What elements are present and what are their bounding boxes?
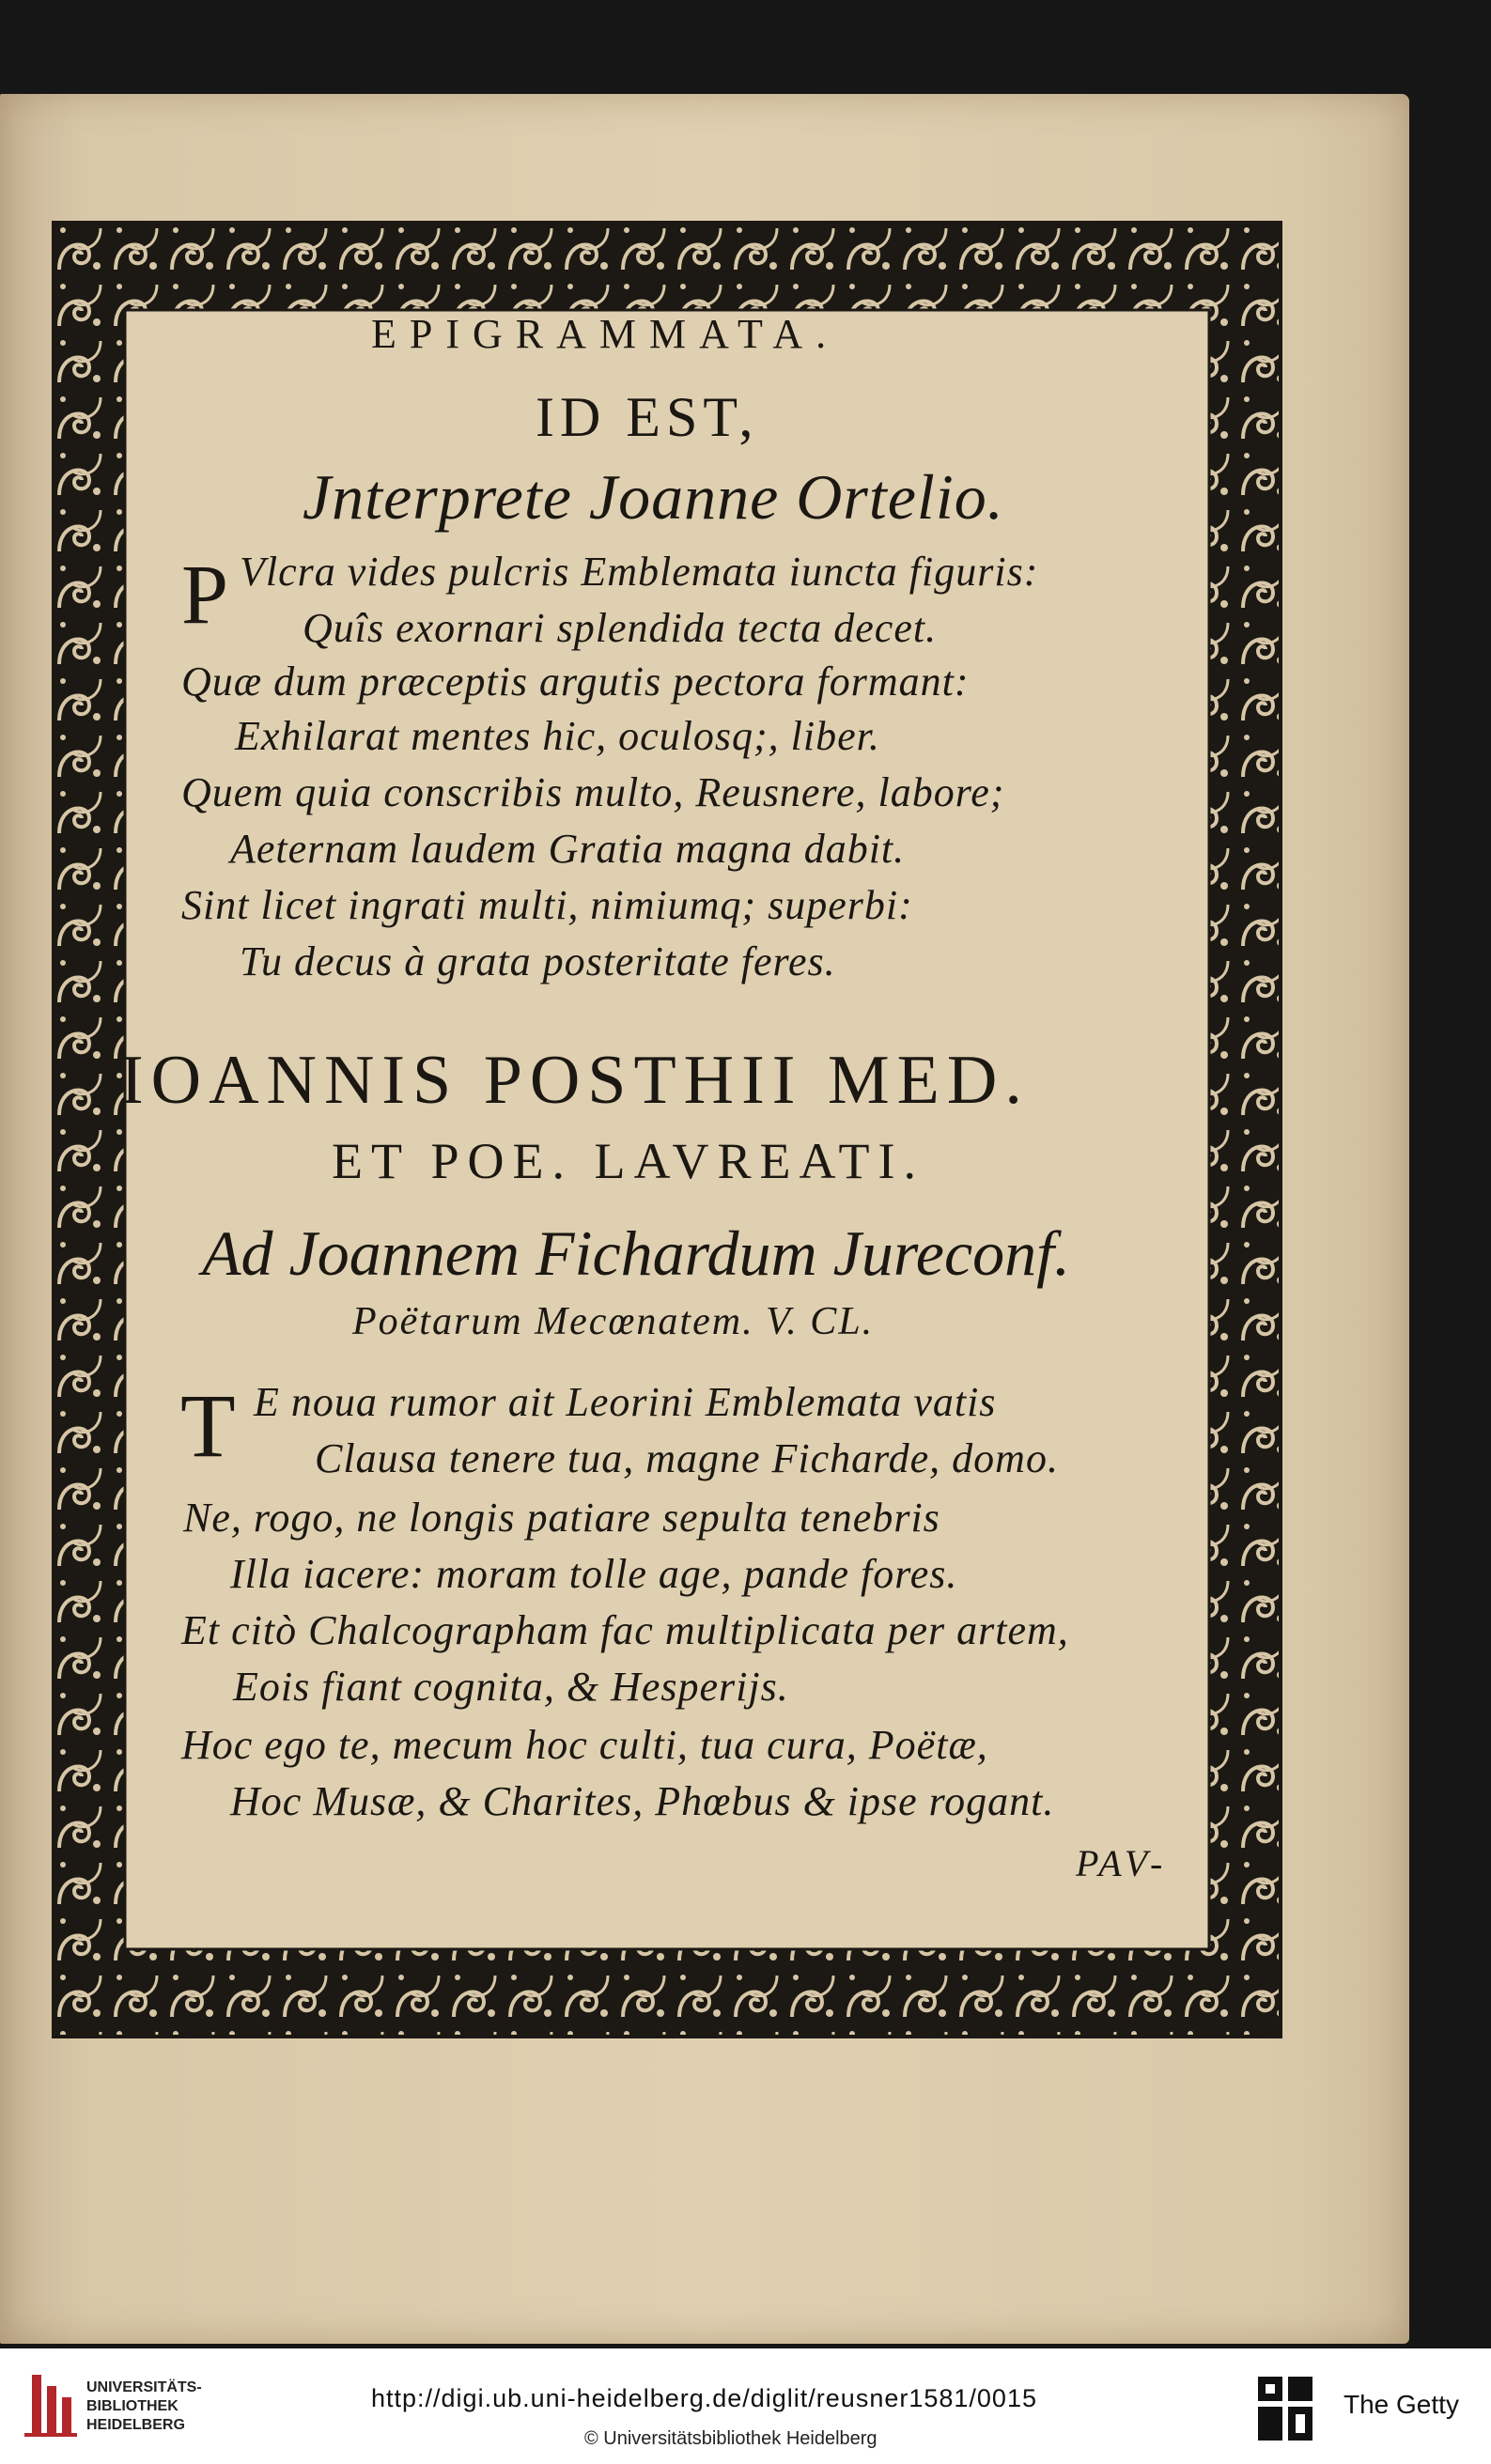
copyright-notice: © Universitätsbibliothek Heidelberg <box>584 2428 878 2449</box>
poem1-line: Quæ dum præceptis argutis pectora formant: <box>181 659 970 705</box>
catchword: PAV- <box>1076 1842 1168 1884</box>
poem1-line: Quîs exornari splendida tecta decet. <box>303 605 938 651</box>
poem2-line: Illa iacere: moram tolle age, pande fores. <box>230 1551 958 1597</box>
drop-cap-t: T <box>180 1375 236 1476</box>
poem2-line: Eois fiant cognita, & Hesperijs. <box>233 1664 789 1710</box>
university-logo-icon <box>15 2367 81 2442</box>
poem1-line: Sint licet ingrati multi, nimiumq; superbi: <box>181 882 913 928</box>
author-title-line: ET POE. LAVREATI. <box>332 1133 925 1189</box>
poem1-line: Quem quia conscribis multo, Reusnere, labore; <box>181 769 1005 815</box>
poem2-line: E noua rumor ait Leorini Emblemata vatis <box>254 1379 997 1425</box>
permalink-url[interactable]: http://digi.ub.uni-heidelberg.de/diglit/reusner1581/0015 <box>371 2384 1037 2412</box>
library-name-line: BIBLIOTHEK <box>86 2398 179 2414</box>
poem1-line: Aeternam laudem Gratia magna dabit. <box>230 826 906 872</box>
library-name <box>86 2379 202 2435</box>
dedication-subline: Poëtarum Mecœnatem. V. CL. <box>352 1300 875 1343</box>
library-name-line: UNIVERSITÄTS- <box>86 2379 202 2395</box>
drop-cap-p: P <box>181 549 229 642</box>
interpreter-line: Jnterprete Joanne Ortelio. <box>303 461 1004 533</box>
poem2-line: Ne, rogo, ne longis patiare sepulta tenebris <box>183 1495 940 1541</box>
poem1-line: Tu decus à grata posteritate feres. <box>240 938 836 984</box>
author-line: IOANNIS POSTHII MED. <box>120 1042 1030 1119</box>
getty-logo-icon <box>1254 2371 1320 2446</box>
library-name-line: HEIDELBERG <box>86 2417 185 2433</box>
viewer-footer <box>0 2348 1491 2464</box>
title: EPIGRAMMATA. <box>371 311 840 357</box>
getty-name: The Getty <box>1343 2390 1459 2419</box>
poem1-line: Vlcra vides pulcris Emblemata iuncta figuris: <box>240 549 1039 595</box>
dedication-line: Ad Joannem Fichardum Jureconf. <box>202 1217 1071 1289</box>
subtitle: ID EST, <box>536 386 759 448</box>
poem2-line: Et citò Chalcographam fac multiplicata per artem, <box>181 1607 1069 1653</box>
poem2-line: Hoc ego te, mecum hoc culti, tua cura, Poëtæ, <box>181 1722 988 1768</box>
poem1-line: Exhilarat mentes hic, oculosq;, liber. <box>235 713 880 759</box>
poem2-line: Hoc Musæ, & Charites, Phœbus & ipse rogant. <box>230 1778 1055 1824</box>
poem2-line: Clausa tenere tua, magne Ficharde, domo. <box>315 1435 1059 1481</box>
